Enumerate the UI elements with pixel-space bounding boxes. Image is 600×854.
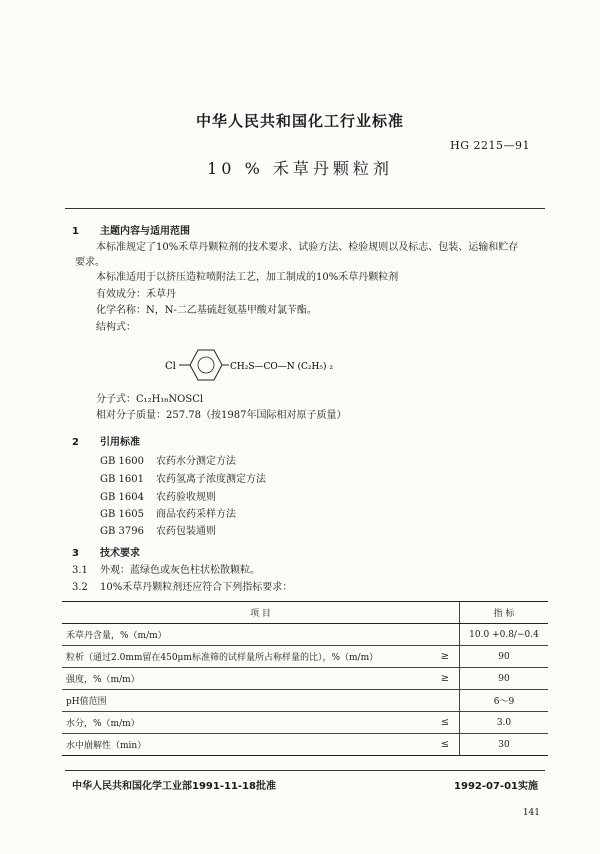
- approval-note: 中华人民共和国化学工业部1991-11-18批准: [72, 781, 276, 792]
- section-1-para1-line2: 要求。: [75, 257, 105, 268]
- section-1-para2: 本标准适用于以挤压造粒喷附法工艺，加工制成的10%禾草丹颗粒剂: [96, 272, 399, 283]
- chemical-name: 化学名称：N，N-二乙基硫赶氨基甲酸对氯苄酯。: [96, 305, 317, 316]
- table-row: [62, 690, 548, 712]
- table-row: [62, 646, 548, 668]
- section-1-title: 主题内容与适用范围: [100, 226, 190, 237]
- header-item: 项 目: [62, 602, 460, 624]
- reference-title: 农药氢离子浓度测定方法: [156, 474, 266, 485]
- reference-code: GB 1600: [100, 456, 144, 467]
- structure-label: 结构式：: [96, 322, 136, 333]
- reference-title: 农药包装通则: [156, 526, 216, 537]
- title-rule: [65, 208, 545, 209]
- requirement-number: 3.1: [72, 565, 88, 576]
- section-2-number: 2: [72, 437, 79, 448]
- requirement-number: 3.2: [72, 582, 88, 593]
- standard-header: 中华人民共和国化工行业标准: [195, 112, 404, 130]
- row-value: 6～9: [460, 690, 549, 712]
- row-value: 30: [460, 734, 549, 756]
- row-operator: ≤: [431, 734, 460, 756]
- page-number: 141: [522, 808, 540, 818]
- document-title: 10 % 禾草丹颗粒剂: [207, 159, 393, 178]
- row-item: 禾草丹含量，%（m/m）: [62, 624, 431, 646]
- specification-table: [62, 601, 548, 756]
- reference-item: [100, 470, 266, 485]
- row-item: 粒析（通过2.0mm留在450μm标准筛的试样量所占称样量的比），%（m/m）: [62, 646, 431, 668]
- reference-item: [100, 488, 216, 503]
- row-item: pH值范围: [62, 690, 431, 712]
- row-operator: [431, 690, 460, 712]
- row-value: 3.0: [460, 712, 549, 734]
- row-operator: [431, 624, 460, 646]
- section-1-heading: [72, 222, 190, 237]
- table-row: [62, 668, 548, 690]
- row-item: 水中崩解性（min）: [62, 734, 431, 756]
- section-2-title: 引用标准: [100, 437, 140, 448]
- row-operator: ≥: [431, 646, 460, 668]
- table-header-row: [62, 602, 548, 624]
- requirement-text: 10%禾草丹颗粒剂还应符合下列指标要求：: [100, 582, 293, 593]
- row-operator: ≥: [431, 668, 460, 690]
- requirement-item: [72, 563, 260, 578]
- reference-code: GB 1604: [100, 492, 144, 503]
- row-item: 强度，%（m/m）: [62, 668, 431, 690]
- section-3-title: 技术要求: [100, 548, 140, 559]
- reference-title: 农药水分测定方法: [156, 456, 236, 467]
- effective-date: 1992-07-01实施: [454, 781, 538, 792]
- reference-title: 农药验收规则: [156, 492, 216, 503]
- section-1-number: 1: [72, 226, 79, 237]
- reference-title: 商品农药采样方法: [156, 509, 236, 520]
- reference-code: GB 1601: [100, 474, 144, 485]
- table-row: [62, 734, 548, 756]
- molecular-formula: 分子式：C₁₂H₁₆NOSCl: [96, 394, 204, 405]
- section-3-number: 3: [72, 548, 79, 559]
- standard-code: HG 2215—91: [450, 139, 530, 152]
- row-operator: ≤: [431, 712, 460, 734]
- section-1-para1-line1: 本标准规定了10%禾草丹颗粒剂的技术要求、试验方法、检验规则以及标志、包装、运输和贮存: [96, 242, 519, 253]
- reference-code: GB 1605: [100, 509, 144, 520]
- reference-item: [100, 505, 236, 520]
- section-2-heading: [72, 433, 140, 448]
- row-item: 水分，%（m/m）: [62, 712, 431, 734]
- row-value: 90: [460, 646, 549, 668]
- requirement-item: [72, 580, 292, 595]
- active-ingredient: 有效成分：禾草丹: [96, 289, 176, 300]
- row-value: 90: [460, 668, 549, 690]
- section-3-heading: [72, 544, 140, 559]
- row-value: 10.0 +0.8/−0.4: [460, 624, 549, 646]
- reference-code: GB 3796: [100, 526, 144, 537]
- table-row: [62, 712, 548, 734]
- header-value: 指 标: [460, 602, 549, 624]
- chlorine-label: Cl: [165, 361, 176, 372]
- structure-formula: [165, 340, 435, 390]
- molecular-mass: 相对分子质量：257.78（按1987年国际相对原子质量）: [96, 410, 347, 421]
- reference-item: [100, 452, 236, 467]
- table-row: [62, 624, 548, 646]
- side-chain: CH₂S—CO—N (C₂H₅) ₂: [230, 362, 333, 372]
- benzene-ring: [190, 350, 222, 380]
- requirement-text: 外观：蓝绿色或灰色柱状松散颗粒。: [100, 565, 260, 576]
- reference-item: [100, 522, 216, 537]
- footer-rule: [65, 770, 545, 771]
